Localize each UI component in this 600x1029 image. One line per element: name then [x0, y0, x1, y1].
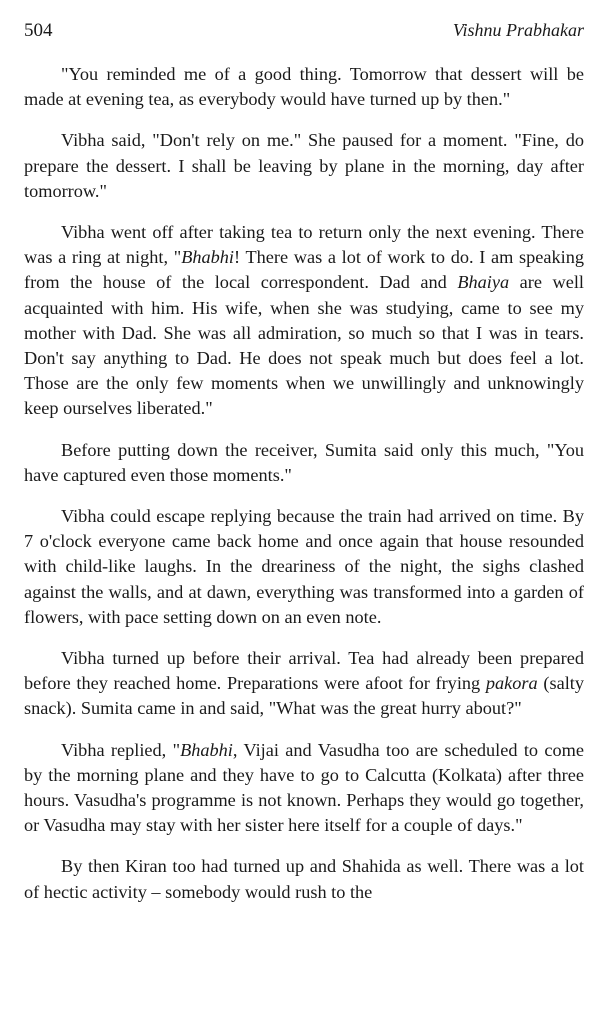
paragraph: [24, 128, 584, 204]
text-run: "You reminded me of a good thing. Tomorrow that dessert will be made at evening tea, as everybody would have turned up by then.": [24, 64, 584, 110]
text-run: (salty snack). Sumita came in and said, "What was the great hurry about?": [24, 673, 584, 719]
paragraph: [24, 504, 584, 630]
paragraph: [24, 738, 584, 839]
page-number: 504: [24, 20, 53, 41]
text-run: Vibha went off after taking tea to return only the next evening. There was a ring at night, ": [24, 222, 584, 268]
italic-term: pakora: [485, 673, 538, 694]
italic-term: Bhaiya: [457, 272, 510, 293]
paragraph: [24, 220, 584, 422]
paragraph: [24, 854, 584, 904]
body-text: [24, 62, 584, 905]
paragraph: [24, 438, 584, 488]
paragraph: [24, 646, 584, 722]
italic-term: Bhabhi: [180, 739, 233, 760]
text-run: , Vijai and Vasudha too are scheduled to come by the morning plane and they have to go to Calcutta (Kolkata) after three hours. Vasudha's programme is not known. Perhaps they would go together, or Vasudha may stay with her sister here itself for a couple of days.": [24, 739, 584, 836]
text-run: Vibha could escape replying because the train had arrived on time. By 7 o'clock everyone came back home and once again that house resounded with child-like laughs. In the dreariness of the night, the sighs clashed against the walls, and at dawn, everything was transformed into a garden of flowers, with pace setting down on an even note.: [24, 506, 584, 627]
paragraph: [24, 62, 584, 112]
text-run: are well acquainted with him. His wife, when she was studying, came to see my mother with Dad. She was all admiration, so much so that I was in tears. Don't say anything to Dad. He does not speak much but does feel a lot. Those are the only few moments when we unwillingly and unknowingly keep ourselves liberated.": [24, 272, 584, 419]
text-run: Vibha turned up before their arrival. Tea had already been prepared before they reached home. Preparations were afoot for frying: [24, 648, 584, 694]
text-run: ! There was a lot of work to do. I am speaking from the house of the local correspondent. Dad and: [24, 247, 584, 293]
text-run: Vibha said, "Don't rely on me." She paused for a moment. "Fine, do prepare the dessert. I shall be leaving by plane in the morning, day after tomorrow.": [24, 130, 584, 201]
page-header: [24, 0, 584, 48]
text-run: Vibha replied, ": [61, 739, 181, 760]
running-head: Vishnu Prabhakar: [452, 20, 584, 40]
text-run: Before putting down the receiver, Sumita said only this much, "You have captured even those moments.": [24, 439, 584, 485]
text-run: By then Kiran too had turned up and Shahida as well. There was a lot of hectic activity – somebody would rush to the: [24, 856, 584, 902]
italic-term: Bhabhi: [181, 247, 235, 268]
